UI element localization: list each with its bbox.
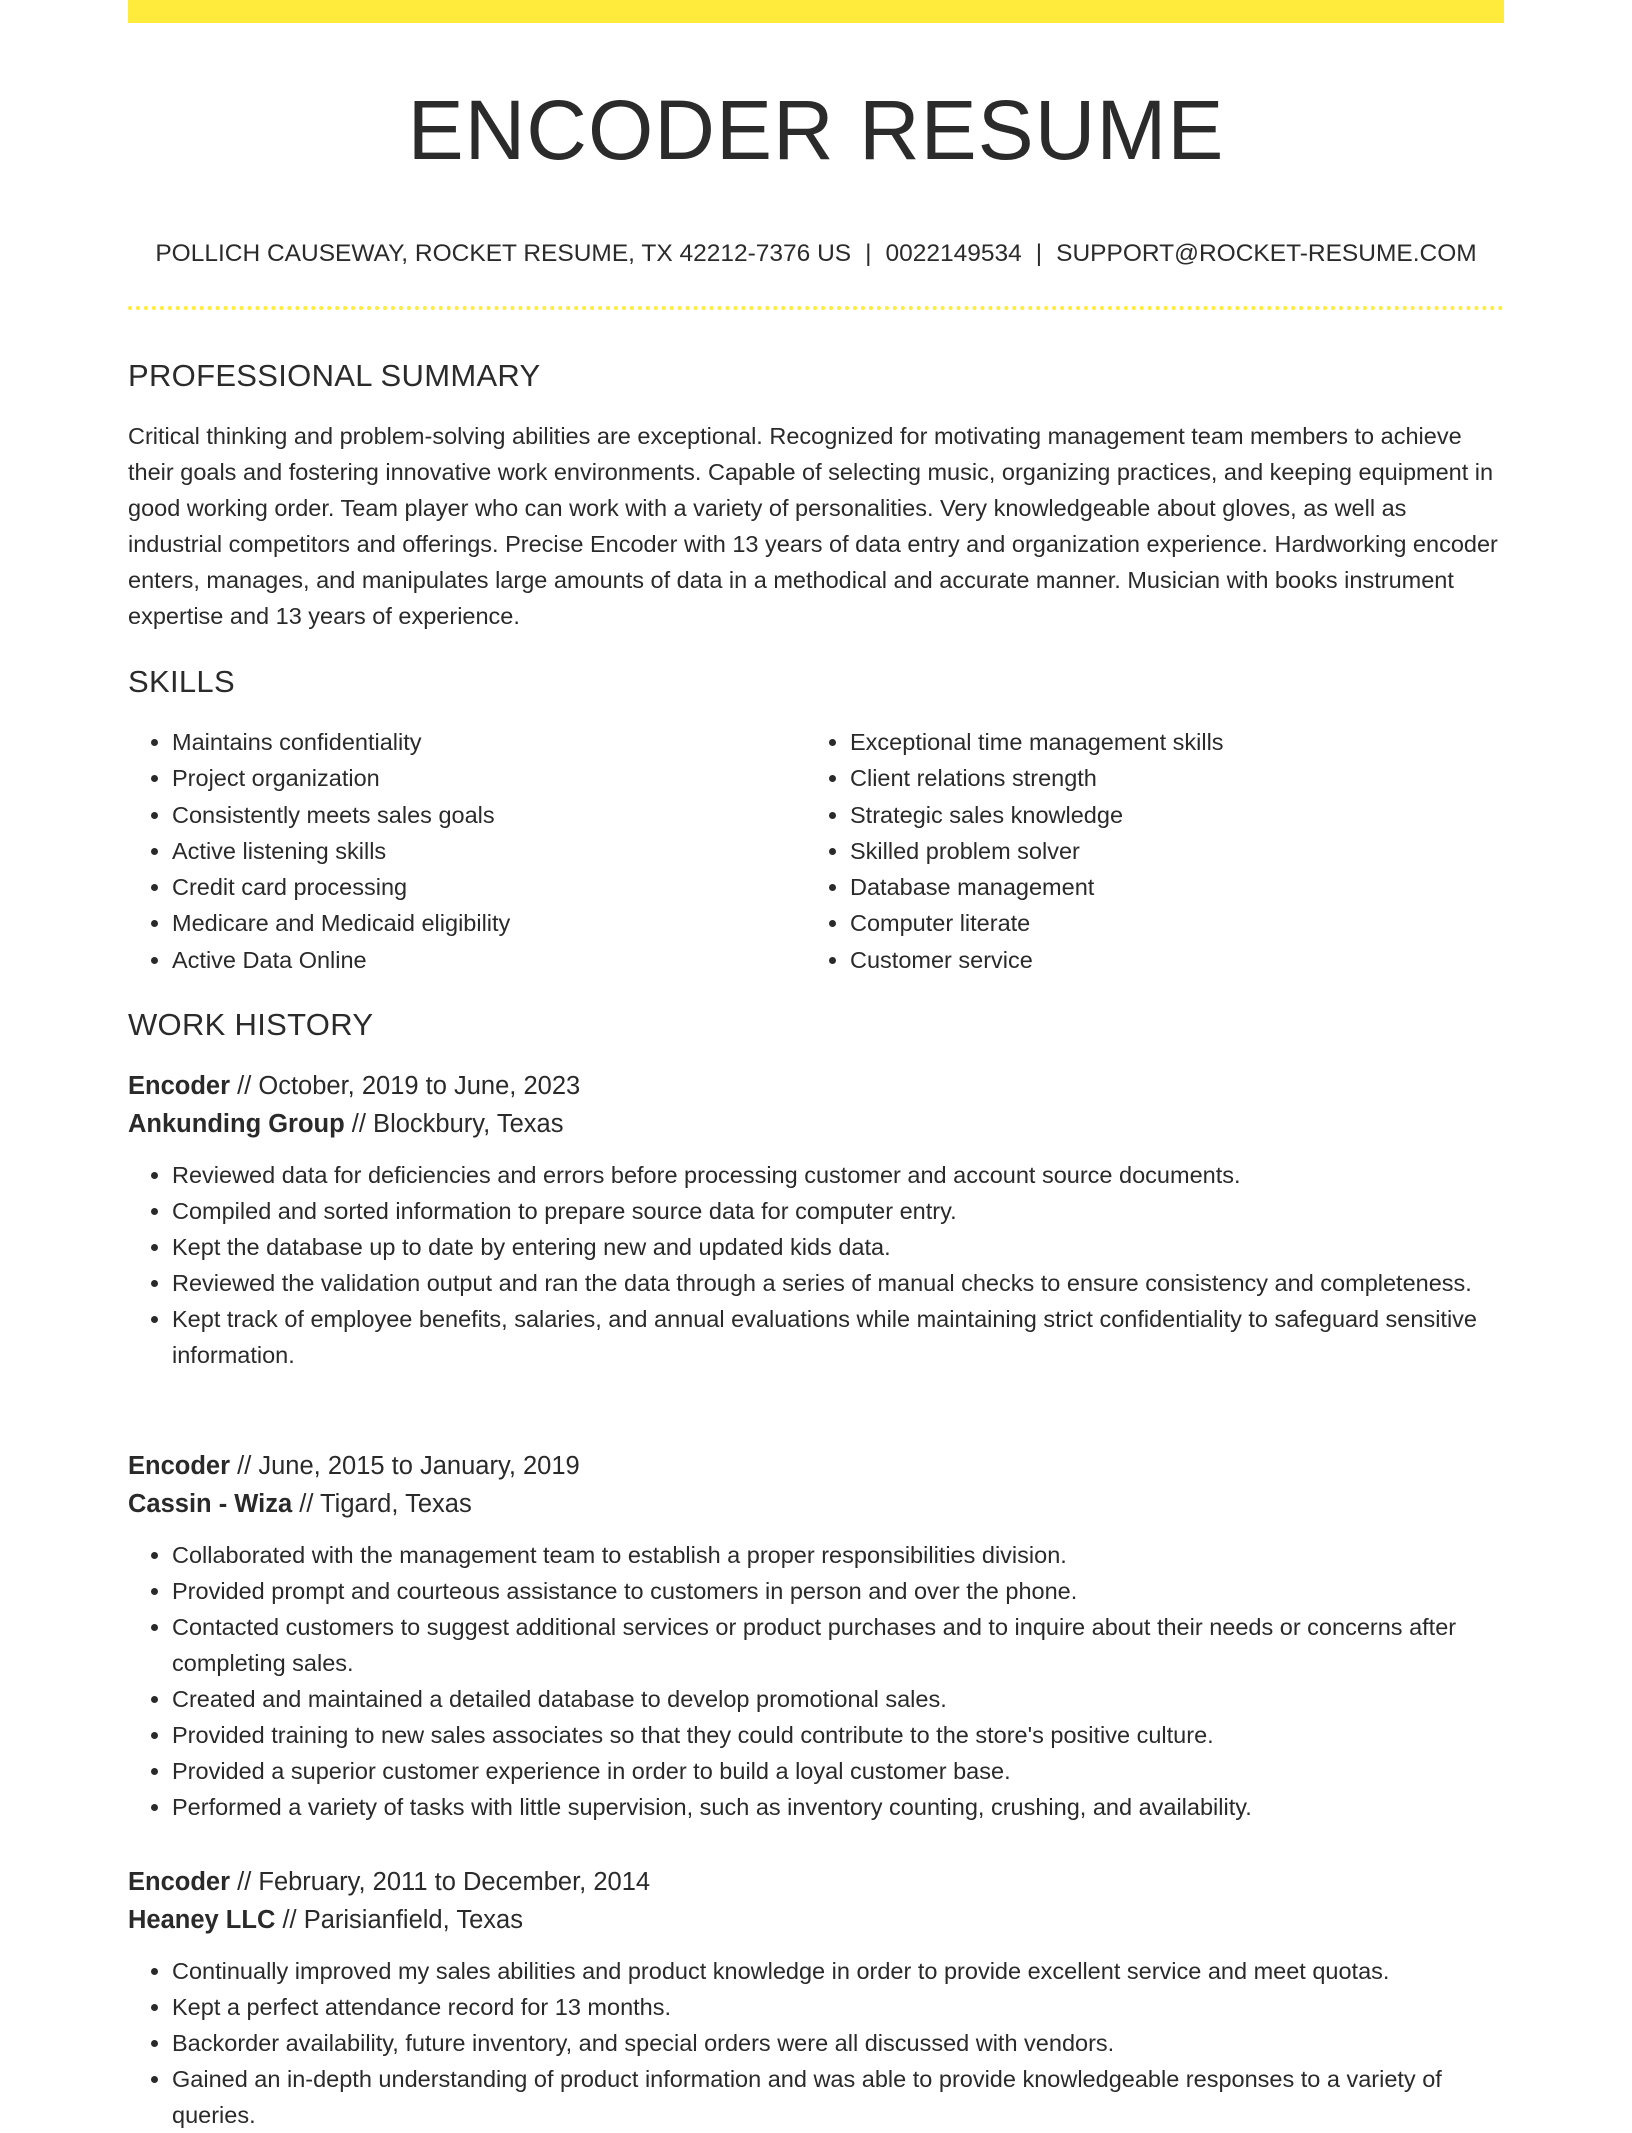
contact-phone: 0022149534 bbox=[885, 240, 1022, 267]
job-dates: // February, 2011 to December, 2014 bbox=[230, 1868, 651, 1896]
job-company-line bbox=[128, 1901, 1504, 1939]
job-entry bbox=[128, 1067, 1504, 1373]
skill-item: • Medicare and Medicaid eligibility bbox=[172, 905, 510, 941]
skill-item: • Consistently meets sales goals bbox=[172, 797, 510, 833]
job-bullet: • Kept a perfect attendance record for 13 months. bbox=[172, 1989, 1504, 2025]
job-role-line bbox=[128, 1067, 1504, 1105]
job-dates: // June, 2015 to January, 2019 bbox=[230, 1452, 580, 1480]
job-bullet: • Kept the database up to date by entering new and updated kids data. bbox=[172, 1229, 1504, 1265]
job-role: Encoder bbox=[128, 1868, 231, 1896]
job-company-line bbox=[128, 1485, 1504, 1523]
contact-separator: | bbox=[865, 240, 872, 267]
job-bullet: • Provided prompt and courteous assistance to customers in person and over the phone. bbox=[172, 1573, 1504, 1609]
job-location: // Blockbury, Texas bbox=[344, 1110, 564, 1138]
job-bullet: • Created and maintained a detailed database to develop promotional sales. bbox=[172, 1681, 1504, 1717]
job-bullet: • Reviewed the validation output and ran the data through a series of manual checks to ensure consistency and completeness. bbox=[172, 1265, 1504, 1301]
job-bullets bbox=[128, 1157, 1504, 1373]
job-bullet: • Compiled and sorted information to prepare source data for computer entry. bbox=[172, 1193, 1504, 1229]
job-role-line bbox=[128, 1447, 1504, 1485]
job-location: // Tigard, Texas bbox=[292, 1490, 472, 1518]
contact-address: POLLICH CAUSEWAY, ROCKET RESUME, TX 42212-7376 US bbox=[155, 240, 852, 267]
contact-line bbox=[128, 236, 1504, 272]
skill-item: • Credit card processing bbox=[172, 869, 510, 905]
job-entry bbox=[128, 1863, 1504, 2133]
job-bullets bbox=[128, 1953, 1504, 2133]
job-bullet: • Contacted customers to suggest additional services or product purchases and to inquire about their needs or concerns after completing sales. bbox=[172, 1609, 1504, 1681]
job-company: Ankunding Group bbox=[128, 1110, 345, 1138]
job-bullets bbox=[128, 1537, 1504, 1825]
job-entry bbox=[128, 1447, 1504, 1825]
resume-title: ENCODER RESUME bbox=[407, 83, 1225, 177]
job-role: Encoder bbox=[128, 1072, 231, 1100]
skill-item: • Skilled problem solver bbox=[850, 833, 1224, 869]
job-bullet: • Backorder availability, future inventory, and special orders were all discussed with vendors. bbox=[172, 2025, 1504, 2061]
summary-text: Critical thinking and problem-solving abilities are exceptional. Recognized for motivating management team members to achieve their goals and fostering innovative work environments. Capable of selecting music, organizing practices, and keeping equipment in good working order. Team player who can work with a variety of personalities. Very knowledgeable about gloves, as well as industrial competitors and offerings. Precise Encoder with 13 years of data entry and organization experience. Hardworking encoder enters, manages, and manipulates large amounts of data in a methodical and accurate manner. Musician with books instrument expertise and 13 years of experience. bbox=[128, 423, 1498, 629]
job-bullet: • Continually improved my sales abilities and product knowledge in order to provide excellent service and meet quotas. bbox=[172, 1953, 1504, 1989]
job-role-line bbox=[128, 1863, 1504, 1901]
job-bullet: • Performed a variety of tasks with little supervision, such as inventory counting, crushing, and availability. bbox=[172, 1789, 1504, 1825]
contact-email[interactable]: SUPPORT@ROCKET-RESUME.COM bbox=[1056, 240, 1477, 267]
skill-item: • Project organization bbox=[172, 760, 510, 796]
contact-separator: | bbox=[1035, 240, 1043, 267]
job-bullet: • Provided a superior customer experience in order to build a loyal customer base. bbox=[172, 1753, 1504, 1789]
top-accent-bar bbox=[128, 0, 1504, 23]
job-bullet: • Gained an in-depth understanding of product information and was able to provide knowledgeable responses to a variety of queries. bbox=[172, 2061, 1504, 2133]
summary-heading: PROFESSIONAL SUMMARY bbox=[128, 358, 541, 393]
skill-item: • Customer service bbox=[850, 942, 1224, 978]
job-role: Encoder bbox=[128, 1452, 231, 1480]
skill-item: • Strategic sales knowledge bbox=[850, 797, 1224, 833]
skill-item: • Database management bbox=[850, 869, 1224, 905]
job-dates: // October, 2019 to June, 2023 bbox=[230, 1072, 581, 1100]
job-company: Heaney LLC bbox=[128, 1906, 276, 1934]
work-history-heading: WORK HISTORY bbox=[128, 1007, 374, 1042]
skills-heading: SKILLS bbox=[128, 664, 235, 699]
skill-item: • Maintains confidentiality bbox=[172, 724, 510, 760]
job-bullet: • Collaborated with the management team to establish a proper responsibilities division. bbox=[172, 1537, 1504, 1573]
job-company-line bbox=[128, 1105, 1504, 1143]
skills-column-left bbox=[128, 724, 510, 978]
skills-column-right bbox=[806, 724, 1224, 978]
skill-item: • Active Data Online bbox=[172, 942, 510, 978]
job-location: // Parisianfield, Texas bbox=[275, 1906, 523, 1934]
job-company: Cassin - Wiza bbox=[128, 1490, 293, 1518]
skill-item: • Computer literate bbox=[850, 905, 1224, 941]
skill-item: • Exceptional time management skills bbox=[850, 724, 1224, 760]
job-bullet: • Provided training to new sales associates so that they could contribute to the store's positive culture. bbox=[172, 1717, 1504, 1753]
skill-item: • Active listening skills bbox=[172, 833, 510, 869]
skill-item: • Client relations strength bbox=[850, 760, 1224, 796]
dotted-divider bbox=[128, 306, 1504, 310]
job-bullet: • Reviewed data for deficiencies and errors before processing customer and account source documents. bbox=[172, 1157, 1504, 1193]
job-bullet: • Kept track of employee benefits, salaries, and annual evaluations while maintaining strict confidentiality to safeguard sensitive information. bbox=[172, 1301, 1504, 1373]
